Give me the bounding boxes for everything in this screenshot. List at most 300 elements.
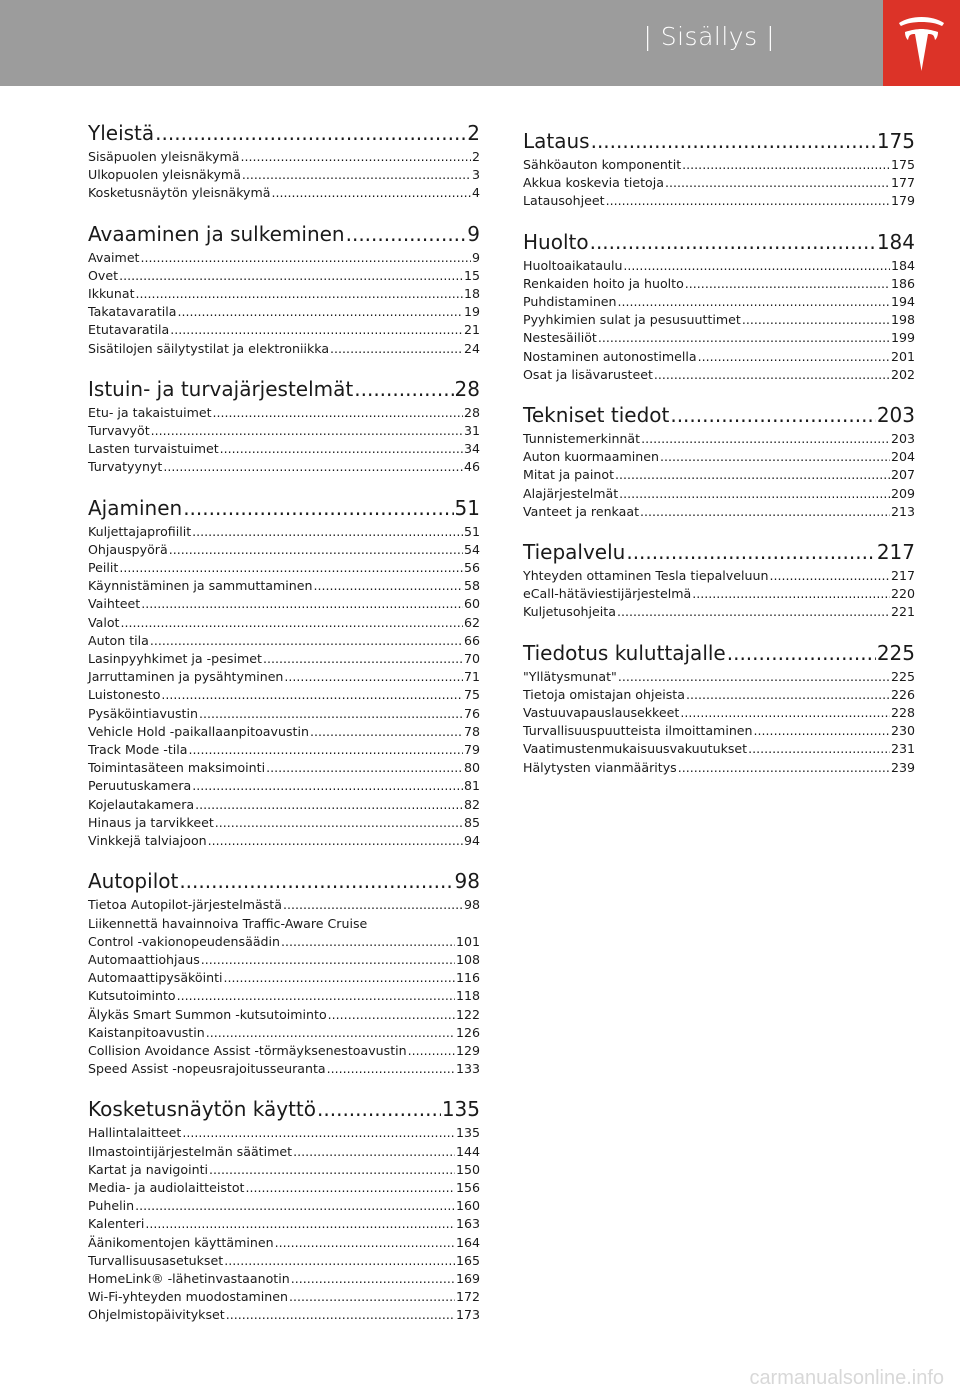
leader-dots bbox=[665, 174, 890, 192]
entry-title: Latausohjeet bbox=[523, 193, 605, 209]
leader-dots bbox=[346, 221, 467, 247]
entry-title: Ovet bbox=[88, 267, 119, 283]
leader-dots bbox=[275, 1234, 455, 1252]
toc-entry[interactable] bbox=[523, 485, 915, 503]
entry-title: Kartat ja navigointi bbox=[88, 1161, 209, 1177]
toc-entry[interactable] bbox=[88, 969, 480, 987]
toc-entry[interactable] bbox=[88, 1215, 480, 1233]
leader-dots bbox=[161, 686, 463, 704]
entry-page: 62 bbox=[463, 614, 480, 630]
entry-page: 126 bbox=[455, 1024, 480, 1040]
section-title: Huolto bbox=[523, 229, 589, 254]
toc-entry[interactable] bbox=[523, 686, 915, 704]
entry-title: Wi-Fi-yhteyden muodostaminen bbox=[88, 1289, 289, 1305]
entry-title: Turvallisuusasetukset bbox=[88, 1252, 224, 1268]
leader-dots bbox=[192, 523, 463, 541]
toc-entry[interactable] bbox=[88, 987, 480, 1005]
leader-dots bbox=[640, 503, 890, 521]
toc-section-heading[interactable] bbox=[88, 120, 480, 146]
leader-dots bbox=[177, 987, 455, 1005]
leader-dots bbox=[121, 614, 463, 632]
toc-section bbox=[523, 539, 915, 622]
leader-dots bbox=[182, 1124, 455, 1142]
toc-entry[interactable] bbox=[88, 759, 480, 777]
entry-title: Turvatyynyt bbox=[88, 459, 163, 475]
leader-dots bbox=[754, 722, 890, 740]
toc-entry[interactable] bbox=[523, 759, 915, 777]
toc-entry[interactable] bbox=[88, 686, 480, 704]
section-page: 28 bbox=[454, 376, 480, 401]
toc-entry[interactable] bbox=[88, 1270, 480, 1288]
entry-title: Akkua koskevia tietoja bbox=[523, 175, 664, 191]
entry-page: 108 bbox=[455, 951, 480, 967]
toc-entry[interactable] bbox=[523, 503, 915, 521]
leader-dots bbox=[660, 448, 890, 466]
toc-section-heading[interactable] bbox=[88, 495, 480, 521]
entry-title: Kuljetusohjeita bbox=[523, 604, 616, 620]
toc-right-column bbox=[523, 128, 915, 795]
entry-page: 164 bbox=[455, 1234, 480, 1250]
toc-entry[interactable] bbox=[523, 567, 915, 585]
toc-entry[interactable] bbox=[88, 723, 480, 741]
entry-page: 46 bbox=[463, 459, 480, 475]
toc-entry[interactable] bbox=[88, 1161, 480, 1179]
section-page: 98 bbox=[454, 869, 480, 894]
toc-entry[interactable] bbox=[88, 148, 480, 166]
entry-page: 85 bbox=[463, 814, 480, 830]
toc-entry[interactable] bbox=[523, 668, 915, 686]
entry-title: Ilmastointijärjestelmän säätimet bbox=[88, 1143, 293, 1159]
toc-entry[interactable] bbox=[88, 741, 480, 759]
toc-entry[interactable] bbox=[88, 340, 480, 358]
section-page: 184 bbox=[876, 229, 915, 254]
entry-page: 217 bbox=[890, 568, 915, 584]
entry-page: 177 bbox=[890, 175, 915, 191]
leader-dots bbox=[188, 741, 462, 759]
toc-entry[interactable] bbox=[88, 1124, 480, 1142]
page-title: | Sisällys | bbox=[643, 22, 775, 51]
leader-dots bbox=[272, 184, 471, 202]
entry-page: 160 bbox=[455, 1198, 480, 1214]
toc-entry[interactable] bbox=[523, 603, 915, 621]
entry-title: Etutavaratila bbox=[88, 322, 170, 338]
entry-title: Sähköauton komponentit bbox=[523, 157, 682, 172]
toc-entry[interactable] bbox=[88, 1252, 480, 1270]
entry-page: 28 bbox=[463, 404, 480, 420]
entry-page: 70 bbox=[463, 651, 480, 667]
entry-page: 213 bbox=[890, 503, 915, 519]
entry-page: 54 bbox=[463, 541, 480, 557]
toc-section-heading[interactable] bbox=[523, 229, 915, 255]
toc-entry[interactable] bbox=[523, 275, 915, 293]
leader-dots bbox=[170, 321, 463, 339]
toc-entry[interactable] bbox=[88, 285, 480, 303]
leader-dots bbox=[224, 1252, 455, 1270]
toc-entry[interactable] bbox=[88, 777, 480, 795]
toc-entry[interactable] bbox=[88, 668, 480, 686]
toc-section-heading[interactable] bbox=[523, 539, 915, 565]
leader-dots bbox=[195, 796, 463, 814]
entry-page: 209 bbox=[890, 485, 915, 501]
leader-dots bbox=[169, 541, 463, 559]
entry-title: Ulkopuolen yleisnäkymä bbox=[88, 167, 241, 183]
entry-title: Automaattipysäköinti bbox=[88, 970, 223, 986]
entry-page: 225 bbox=[890, 668, 915, 684]
entry-title: Yhteyden ottaminen Tesla tiepalveluun bbox=[523, 568, 769, 584]
entry-page: 165 bbox=[455, 1252, 480, 1268]
leader-dots bbox=[617, 603, 890, 621]
entry-title: Toimintasäteen maksimointi bbox=[88, 760, 266, 776]
toc-entry[interactable] bbox=[523, 329, 915, 347]
entry-page: 199 bbox=[890, 330, 915, 346]
leader-dots bbox=[330, 340, 463, 358]
entry-page: 184 bbox=[890, 257, 915, 273]
entry-title: Tietoja omistajan ohjeista bbox=[523, 686, 685, 702]
toc-entry[interactable] bbox=[88, 1143, 480, 1161]
leader-dots bbox=[748, 740, 890, 758]
toc-entry[interactable] bbox=[88, 595, 480, 613]
header-bar bbox=[0, 0, 883, 86]
entry-title: Sisätilojen säilytystilat ja elektroniikka bbox=[88, 340, 330, 356]
toc-entry[interactable] bbox=[88, 1306, 480, 1324]
entry-page: 18 bbox=[463, 286, 480, 302]
entry-title: Mitat ja painot bbox=[523, 467, 615, 483]
entry-page: 122 bbox=[455, 1006, 480, 1022]
leader-dots bbox=[209, 1161, 455, 1179]
leader-dots bbox=[618, 668, 890, 686]
toc-section-heading[interactable] bbox=[523, 128, 915, 154]
section-title: Kosketusnäytön käyttö bbox=[88, 1097, 317, 1122]
leader-dots bbox=[591, 128, 876, 154]
entry-title: Älykäs Smart Summon -kutsutoiminto bbox=[88, 1006, 327, 1022]
leader-dots bbox=[590, 229, 876, 255]
entry-title: "Yllätysmunat" bbox=[523, 668, 617, 684]
entry-title: Ohjauspyörä bbox=[88, 541, 168, 557]
entry-page: 186 bbox=[890, 275, 915, 291]
section-title: Ajaminen bbox=[88, 495, 183, 520]
toc-section-heading[interactable] bbox=[523, 402, 915, 428]
section-title: Tiepalvelu bbox=[523, 540, 626, 565]
toc-entry[interactable] bbox=[88, 915, 480, 933]
toc-entry[interactable] bbox=[88, 1006, 480, 1024]
toc-entry[interactable] bbox=[523, 293, 915, 311]
toc-entry[interactable] bbox=[88, 705, 480, 723]
entry-title: Vastuuvapauslausekkeet bbox=[523, 705, 680, 721]
toc-entry[interactable] bbox=[88, 796, 480, 814]
leader-dots bbox=[310, 723, 463, 741]
leader-dots bbox=[163, 458, 463, 476]
entry-page: 19 bbox=[463, 304, 480, 320]
entry-page: 71 bbox=[463, 669, 480, 685]
entry-page: 75 bbox=[463, 687, 480, 703]
leader-dots bbox=[220, 440, 463, 458]
leader-dots bbox=[136, 285, 463, 303]
entry-title: Liikennettä havainnoiva Traffic-Aware Cruise bbox=[88, 915, 368, 931]
toc-entry[interactable] bbox=[88, 650, 480, 668]
toc-entry[interactable] bbox=[88, 559, 480, 577]
toc-section-heading[interactable] bbox=[88, 376, 480, 402]
toc-entry[interactable] bbox=[88, 832, 480, 850]
leader-dots bbox=[327, 1060, 455, 1078]
toc-entry[interactable] bbox=[88, 1234, 480, 1252]
section-page: 51 bbox=[454, 495, 480, 520]
leader-dots bbox=[245, 1179, 454, 1197]
entry-page: 60 bbox=[463, 596, 480, 612]
entry-title: Media- ja audiolaitteistot bbox=[88, 1179, 245, 1195]
entry-title: Huoltoaikataulu bbox=[523, 257, 623, 273]
toc-section bbox=[88, 221, 480, 358]
toc-entry[interactable] bbox=[88, 440, 480, 458]
entry-page: 207 bbox=[890, 467, 915, 483]
leader-dots bbox=[141, 249, 471, 267]
toc-entry[interactable] bbox=[88, 422, 480, 440]
toc-entry[interactable] bbox=[88, 933, 480, 951]
entry-title: Kutsutoiminto bbox=[88, 988, 176, 1004]
toc-entry[interactable] bbox=[88, 249, 480, 267]
leader-dots bbox=[284, 668, 463, 686]
leader-dots bbox=[199, 705, 463, 723]
entry-title: Collision Avoidance Assist -törmäyksenestoavustin bbox=[88, 1042, 407, 1058]
entry-page: 116 bbox=[455, 970, 480, 986]
section-page: 225 bbox=[876, 640, 915, 665]
entry-title: Hallintalaitteet bbox=[88, 1125, 182, 1141]
leader-dots bbox=[145, 1215, 455, 1233]
entry-title: Vanteet ja renkaat bbox=[523, 503, 640, 519]
toc-entry[interactable] bbox=[523, 740, 915, 758]
toc-entry[interactable] bbox=[88, 166, 480, 184]
leader-dots bbox=[283, 896, 463, 914]
leader-dots bbox=[313, 577, 463, 595]
toc-entry[interactable] bbox=[88, 614, 480, 632]
toc-left-column bbox=[88, 120, 480, 1343]
toc-section bbox=[523, 128, 915, 211]
leader-dots bbox=[317, 1096, 441, 1122]
toc-entry[interactable] bbox=[88, 1197, 480, 1215]
entry-page: 4 bbox=[471, 185, 480, 201]
leader-dots bbox=[354, 376, 453, 402]
entry-page: 204 bbox=[890, 449, 915, 465]
toc-entry[interactable] bbox=[88, 303, 480, 321]
leader-dots bbox=[769, 567, 890, 585]
entry-page: 79 bbox=[463, 742, 480, 758]
toc-section bbox=[523, 229, 915, 384]
toc-entry[interactable] bbox=[523, 585, 915, 603]
leader-dots bbox=[291, 1270, 455, 1288]
entry-page: 239 bbox=[890, 759, 915, 775]
toc-section bbox=[523, 402, 915, 521]
entry-title: Kaistanpitoavustin bbox=[88, 1024, 205, 1040]
entry-title: Jarruttaminen ja pysähtyminen bbox=[88, 669, 284, 685]
toc-entry[interactable] bbox=[88, 632, 480, 650]
toc-entry[interactable] bbox=[523, 174, 915, 192]
leader-dots bbox=[224, 969, 455, 987]
section-page: 175 bbox=[876, 129, 915, 153]
toc-entry[interactable] bbox=[88, 184, 480, 202]
entry-page: 24 bbox=[463, 340, 480, 356]
leader-dots bbox=[615, 466, 890, 484]
entry-page: 31 bbox=[463, 423, 480, 439]
entry-title: Lasinpyyhkimet ja -pesimet bbox=[88, 651, 262, 667]
entry-page: 81 bbox=[463, 778, 480, 794]
entry-title: Control -vakionopeudensäädin bbox=[88, 933, 281, 949]
entry-title: Nestesäiliöt bbox=[523, 330, 597, 346]
leader-dots bbox=[682, 156, 890, 174]
toc-entry[interactable] bbox=[88, 321, 480, 339]
toc-entry[interactable] bbox=[88, 814, 480, 832]
leader-dots bbox=[155, 120, 466, 146]
entry-title: Osat ja lisävarusteet bbox=[523, 366, 653, 382]
leader-dots bbox=[606, 192, 890, 210]
entry-title: Pysäköintiavustin bbox=[88, 705, 198, 721]
entry-title: Speed Assist -nopeusrajoitusseuranta bbox=[88, 1061, 326, 1077]
entry-title: Vehicle Hold -paikallaanpitoavustin bbox=[88, 723, 309, 739]
entry-page: 169 bbox=[455, 1270, 480, 1286]
toc-entry[interactable] bbox=[88, 1288, 480, 1306]
toc-entry[interactable] bbox=[523, 466, 915, 484]
toc-entry[interactable] bbox=[523, 192, 915, 210]
tesla-logo bbox=[883, 0, 960, 86]
leader-dots bbox=[408, 1042, 455, 1060]
entry-page: 179 bbox=[890, 193, 915, 209]
leader-dots bbox=[208, 832, 463, 850]
toc-section-heading[interactable] bbox=[523, 640, 915, 666]
toc-entry[interactable] bbox=[88, 267, 480, 285]
leader-dots bbox=[141, 595, 463, 613]
section-page: 217 bbox=[876, 540, 915, 565]
toc-entry[interactable] bbox=[88, 1024, 480, 1042]
entry-title: Peilit bbox=[88, 560, 119, 576]
entry-title: Auton kuormaaminen bbox=[523, 449, 659, 465]
toc-entry[interactable] bbox=[88, 404, 480, 422]
leader-dots bbox=[119, 559, 463, 577]
entry-title: Sisäpuolen yleisnäkymä bbox=[88, 149, 240, 164]
toc-section bbox=[88, 376, 480, 477]
leader-dots bbox=[654, 366, 890, 384]
toc-entry[interactable] bbox=[523, 366, 915, 384]
entry-title: Puhdistaminen bbox=[523, 294, 617, 310]
entry-title: Hälytysten vianmääritys bbox=[523, 759, 677, 775]
entry-page: 118 bbox=[455, 988, 480, 1004]
entry-title: Takatavaratila bbox=[88, 304, 177, 320]
toc-entry[interactable] bbox=[523, 156, 915, 174]
toc-entry[interactable] bbox=[88, 541, 480, 559]
entry-page: 231 bbox=[890, 741, 915, 757]
toc-section-heading[interactable] bbox=[88, 221, 480, 247]
toc-entry[interactable] bbox=[88, 523, 480, 541]
toc-section bbox=[88, 120, 480, 203]
leader-dots bbox=[281, 933, 455, 951]
leader-dots bbox=[678, 759, 890, 777]
entry-title: Turvallisuuspuutteista ilmoittaminen bbox=[523, 723, 753, 739]
entry-title: Tunnistemerkinnät bbox=[523, 431, 641, 447]
entry-title: Hinaus ja tarvikkeet bbox=[88, 814, 214, 830]
entry-title: Auton tila bbox=[88, 632, 149, 648]
leader-dots bbox=[226, 1306, 455, 1324]
toc-entry[interactable] bbox=[88, 896, 480, 914]
toc-entry[interactable] bbox=[523, 448, 915, 466]
toc-entry[interactable] bbox=[523, 257, 915, 275]
leader-dots bbox=[192, 777, 463, 795]
toc-section bbox=[88, 495, 480, 851]
toc-entry[interactable] bbox=[523, 704, 915, 722]
toc-section bbox=[88, 868, 480, 1078]
entry-title: Käynnistäminen ja sammuttaminen bbox=[88, 578, 313, 594]
leader-dots bbox=[680, 704, 890, 722]
entry-page: 201 bbox=[890, 348, 915, 364]
leader-dots bbox=[686, 686, 890, 704]
entry-page: 9 bbox=[471, 249, 480, 265]
entry-page: 2 bbox=[471, 149, 480, 164]
leader-dots bbox=[119, 267, 463, 285]
leader-dots bbox=[698, 348, 890, 366]
entry-title: Kosketusnäytön yleisnäkymä bbox=[88, 185, 271, 201]
toc-section bbox=[88, 1096, 480, 1324]
leader-dots bbox=[183, 495, 453, 521]
toc-entry[interactable] bbox=[88, 1060, 480, 1078]
entry-title: Kalenteri bbox=[88, 1216, 145, 1232]
leader-dots bbox=[215, 814, 463, 832]
leader-dots bbox=[618, 293, 890, 311]
entry-page: 172 bbox=[455, 1289, 480, 1305]
entry-page: 80 bbox=[463, 760, 480, 776]
entry-page: 163 bbox=[455, 1216, 480, 1232]
leader-dots bbox=[263, 650, 463, 668]
toc-entry[interactable] bbox=[523, 348, 915, 366]
entry-title: Vinkkejä talviajoon bbox=[88, 833, 207, 849]
entry-title: Ikkunat bbox=[88, 286, 135, 302]
toc-entry[interactable] bbox=[523, 311, 915, 329]
toc-entry[interactable] bbox=[523, 430, 915, 448]
watermark: carmanualsonline.info bbox=[749, 1367, 944, 1389]
entry-title: Etu- ja takaistuimet bbox=[88, 404, 212, 420]
toc-section-heading[interactable] bbox=[88, 1096, 480, 1122]
toc-entry[interactable] bbox=[523, 722, 915, 740]
entry-title: Nostaminen autonostimella bbox=[523, 348, 697, 364]
entry-page: 15 bbox=[463, 267, 480, 283]
entry-page: 202 bbox=[890, 366, 915, 382]
leader-dots bbox=[293, 1143, 455, 1161]
toc-entry[interactable] bbox=[88, 577, 480, 595]
entry-page: 150 bbox=[455, 1161, 480, 1177]
entry-page: 76 bbox=[463, 705, 480, 721]
entry-page: 82 bbox=[463, 796, 480, 812]
toc-entry[interactable] bbox=[88, 1179, 480, 1197]
toc-entry[interactable] bbox=[88, 1042, 480, 1060]
entry-title: Kuljettajaprofiilit bbox=[88, 523, 192, 539]
section-title: Lataus bbox=[523, 129, 590, 153]
entry-title: Automaattiohjaus bbox=[88, 951, 200, 967]
section-page: 9 bbox=[467, 221, 480, 246]
entry-page: 78 bbox=[463, 723, 480, 739]
toc-entry[interactable] bbox=[88, 951, 480, 969]
section-page: 2 bbox=[467, 121, 480, 145]
toc-entry[interactable] bbox=[88, 458, 480, 476]
entry-title: Renkaiden hoito ja huolto bbox=[523, 275, 684, 291]
entry-page: 135 bbox=[455, 1125, 480, 1141]
entry-page: 3 bbox=[471, 167, 480, 183]
tesla-logo-icon bbox=[897, 14, 946, 72]
entry-page: 51 bbox=[463, 523, 480, 539]
entry-title: Puhelin bbox=[88, 1198, 135, 1214]
toc-section bbox=[523, 640, 915, 777]
toc-section-heading[interactable] bbox=[88, 868, 480, 894]
entry-page: 173 bbox=[455, 1307, 480, 1323]
section-title: Autopilot bbox=[88, 869, 179, 894]
entry-title: Pyyhkimien sulat ja pesusuuttimet bbox=[523, 312, 741, 328]
leader-dots bbox=[641, 430, 890, 448]
entry-title: HomeLink® -lähetinvastaanotin bbox=[88, 1270, 290, 1286]
leader-dots bbox=[692, 585, 890, 603]
